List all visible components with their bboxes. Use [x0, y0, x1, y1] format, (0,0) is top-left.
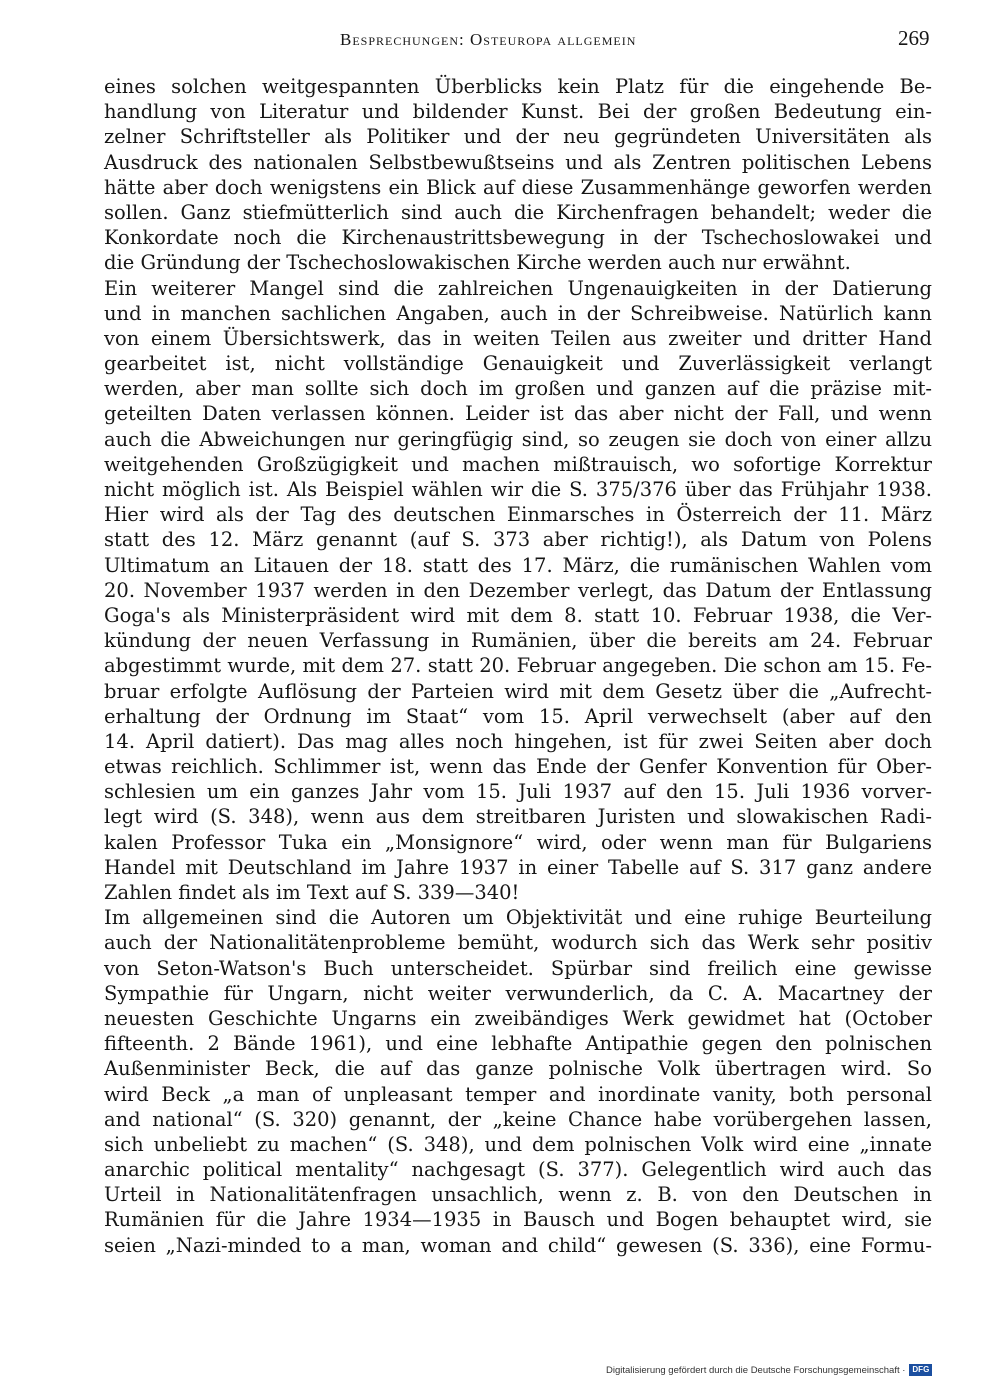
paragraph-3 — [104, 905, 932, 1258]
text-line: kalen Professor Tuka ein „Monsignore“ wird, oder wenn man für Bulgariens — [104, 830, 932, 854]
dfg-logo: DFG — [909, 1364, 932, 1376]
text-line: auch die Abweichungen nur geringfügig sind, so zeugen sie doch von einer allzu — [104, 427, 932, 451]
text-line: abgestimmt wurde, mit dem 27. statt 20. Februar angegeben. Die schon am 15. Fe- — [104, 654, 932, 678]
text-line: von einem Übersichtswerk, das in weiten Teilen aus zweiter und dritter Hand — [104, 326, 932, 350]
text-line: legt wird (S. 348), wenn aus dem streitbaren Juristen und slowakischen Radi- — [104, 805, 932, 829]
text-line: erhaltung der Ordnung im Staat“ vom 15. April verwechselt (aber auf den — [104, 704, 932, 728]
text-line: auch der Nationalitätenprobleme bemüht, wodurch sich das Werk sehr positiv — [104, 931, 932, 955]
text-line: von Seton-Watson's Buch unterscheidet. Spürbar sind freilich eine gewisse — [104, 956, 932, 980]
text-line: sich unbeliebt zu machen“ (S. 348), und dem polnischen Volk wird eine „innate — [104, 1132, 932, 1156]
footer-credit — [606, 1363, 986, 1377]
text-line: die Gründung der Tschechoslowakischen Kirche werden auch nur erwähnt. — [104, 251, 851, 275]
text-line: Außenminister Beck, die auf das ganze polnische Volk übertragen wird. So — [104, 1057, 932, 1081]
text-line: Urteil in Nationalitätenfragen unsachlich, wenn z. B. von den Deutschen in — [104, 1183, 932, 1207]
text-line: sollen. Ganz stiefmütterlich sind auch die Kirchenfragen behandelt; weder die — [104, 200, 932, 224]
text-line: wird Beck „a man of unpleasant temper and inordinate vanity, both personal — [104, 1082, 932, 1106]
text-line: schlesien um ein ganzes Jahr vom 15. Juli 1937 auf den 15. Juli 1936 vorver- — [104, 780, 932, 804]
paragraph-1 — [104, 74, 932, 276]
text-line: anarchic political mentality“ nachgesagt (S. 377). Gelegentlich wird auch das — [104, 1158, 932, 1182]
footer-text: Digitalisierung gefördert durch die Deutsche Forschungsgemeinschaft · — [606, 1364, 906, 1376]
text-line: Goga's als Ministerpräsident wird mit dem 8. statt 10. Februar 1938, die Ver- — [104, 603, 932, 627]
body-text — [104, 74, 932, 1258]
text-line: weitgehenden Großzügigkeit und machen mißtrauisch, wo sofortige Korrektur — [104, 452, 932, 476]
running-title: Besprechungen: Osteuropa allgemein — [340, 30, 637, 49]
text-line: 20. November 1937 werden in den Dezember verlegt, das Datum der Entlassung — [104, 578, 932, 602]
text-line: Sympathie für Ungarn, nicht weiter verwunderlich, da C. A. Macartney der — [104, 981, 932, 1005]
text-line: Ausdruck des nationalen Selbstbewußtseins und als Zentren politischen Lebens — [104, 150, 932, 174]
text-line: and national“ (S. 320) genannt, der „keine Chance habe vorübergehen lassen, — [104, 1107, 932, 1131]
text-line: handlung von Literatur und bildender Kunst. Bei der großen Bedeutung ein- — [104, 100, 932, 124]
text-line: hätte aber doch wenigstens ein Blick auf diese Zusammenhänge geworfen werden — [104, 175, 932, 199]
text-line: fifteenth. 2 Bände 1961), und eine lebhafte Antipathie gegen den polnischen — [104, 1032, 932, 1056]
text-line: etwas reichlich. Schlimmer ist, wenn das Ende der Genfer Konvention für Ober- — [104, 755, 932, 779]
text-line: kündung der neuen Verfassung in Rumänien, über die bereits am 24. Februar — [104, 629, 932, 653]
text-line: Zahlen findet als im Text auf S. 339—340! — [104, 881, 520, 904]
text-line: und in manchen sachlichen Angaben, auch in der Schreibweise. Natürlich kann — [104, 301, 932, 325]
text-line: Handel mit Deutschland im Jahre 1937 in einer Tabelle auf S. 317 ganz andere — [104, 855, 932, 879]
text-line: Konkordate noch die Kirchenaustrittsbewegung in der Tschechoslowakei und — [104, 226, 932, 250]
paragraph-2 — [104, 276, 932, 906]
text-line: Rumänien für die Jahre 1934—1935 in Bausch und Bogen behauptet wird, sie — [104, 1208, 932, 1232]
text-line: geteilten Daten verlassen können. Leider ist das aber nicht der Fall, und wenn — [104, 402, 932, 426]
text-line: eines solchen weitgespannten Überblicks kein Platz für die eingehende Be- — [104, 75, 932, 98]
text-line: gearbeitet ist, nicht vollständige Genauigkeit und Zuverlässigkeit verlangt — [104, 352, 932, 376]
text-line: Hier wird als der Tag des deutschen Einmarsches in Österreich der 11. März — [104, 503, 932, 527]
text-line: neuesten Geschichte Ungarns ein zweibändiges Werk gewidmet hat (October — [104, 1006, 932, 1030]
text-line: nicht möglich ist. Als Beispiel wählen wir die S. 375/376 über das Frühjahr 1938. — [104, 478, 932, 501]
text-line: Im allgemeinen sind die Autoren um Objektivität und eine ruhige Beurteilung — [104, 906, 932, 930]
text-line: Ein weiterer Mangel sind die zahlreichen Ungenauigkeiten in der Datierung — [104, 276, 932, 300]
text-line: bruar erfolgte Auflösung der Parteien wird mit dem Gesetz über die „Aufrecht- — [104, 679, 932, 703]
text-line: werden, aber man sollte sich doch im großen und ganzen auf die präzise mit- — [104, 377, 932, 401]
text-line: seien „Nazi-minded to a man, woman and child“ gewesen (S. 336), eine Formu- — [104, 1233, 932, 1257]
text-line: statt des 12. März genannt (auf S. 373 aber richtig!), als Datum von Polens — [104, 528, 932, 552]
text-line: Ultimatum an Litauen der 18. statt des 17. März, die rumänischen Wahlen vom — [104, 553, 932, 577]
page-number: 269 — [898, 26, 930, 50]
text-line: 14. April datiert). Das mag alles noch hingehen, ist für zwei Seiten aber doch — [104, 729, 932, 753]
text-line: zelner Schriftsteller als Politiker und der neu gegründeten Universitäten als — [104, 125, 932, 149]
running-head — [0, 26, 1000, 56]
